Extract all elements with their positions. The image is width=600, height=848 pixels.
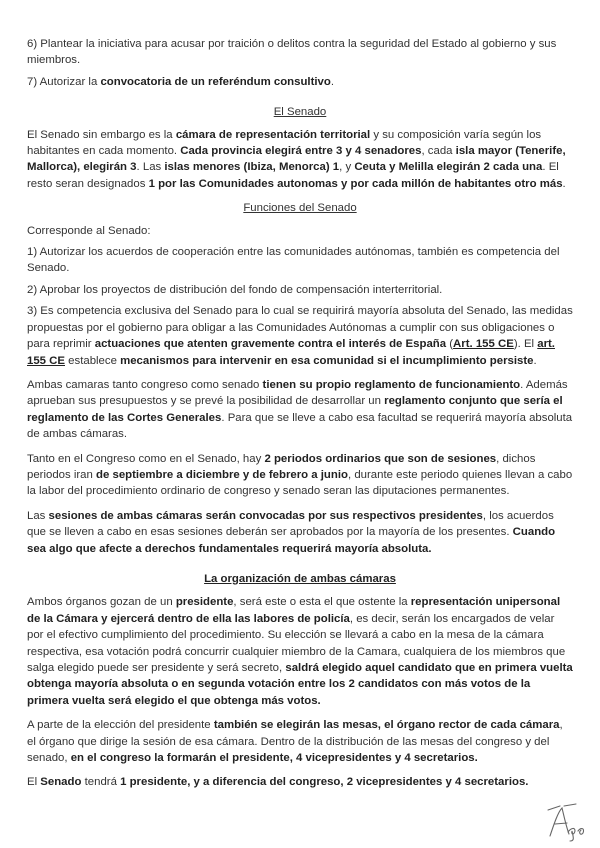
senado-composition-paragraph: El Senado sin embargo es la cámara de representación territorial y su composición varía según los habitantes en cada momento. Cada provincia elegirá entre 3 y 4 senadores, cada isla mayor (Tenerife, Mallorca), elegirán 3. Las islas menores (Ibiza, Menorca) 1, y Ceuta y Melilla elegirán 2 cada una. El resto seran designados 1 por las Comunidades autonomas y por cada millón de habitantes otro más. [27,128,566,190]
funcion-1: 1) Autorizar los acuerdos de cooperación entre las comunidades autónomas, también es competencia del Senado. [27,246,560,275]
art-155-link-2[interactable]: art. 155 CE [27,338,555,367]
item-7: 7) Autorizar la convocatoria de un referéndum consultivo. [27,75,335,88]
funcion-2: 2) Aprobar los proyectos de distribución del fondo de compensación interterritorial. [27,283,443,296]
funcion-3: 3) Es competencia exclusiva del Senado para lo cual se requirirá mayoría absoluta del Senado, las medidas propuestas por el gobierno para obligar a las Comunidades Autónomas a cumplir con sus obligaciones o para reprimir actuaciones que atenten gravemente contra el interés de España (Art. 155 CE). El art. 155 CE establece mecanismos para intervenir en esa comunidad si el incumplimiento persiste. [27,305,573,367]
senado-heading: El Senado [273,106,327,119]
signature-mark [544,802,594,842]
reglamento-paragraph: Ambas camaras tanto congreso como senado tienen su propio reglamento de funcionamiento. Además aprueban sus presupuestos y se prevé la posibilidad de desarrollar un reglamento conjunto que sería el reglamento de las Cortes Generales. Para que se lleve a cabo esa facultad se requerirá mayoría absoluta de ambas cámaras. [27,378,573,441]
mesas-paragraph: A parte de la elección del presidente también se elegirán las mesas, el órgano rector de cada cámara, el órgano que dirige la sesión de esa cámara. Dentro de la distribución de las mesas del congreso y del senado, en el congreso la formarán el presidente, 4 vicepresidentes y 4 secretarios. [27,719,563,765]
sesiones-paragraph: Las sesiones de ambas cámaras serán convocadas por sus respectivos presidentes, los acuerdos que se lleven a cabo en esas sesiones deberán ser aprobados por la mayoría de los presentes. Cuando sea algo que afecte a derechos fundamentales requerirá mayoría absoluta. [27,509,556,555]
funciones-intro: Corresponde al Senado: [27,224,151,237]
art-155-link[interactable]: Art. 155 CE [453,338,514,351]
organizacion-heading: La organización de ambas cámaras [204,572,396,585]
item-6: 6) Plantear la iniciativa para acusar por traición o delitos contra la seguridad del Estado al gobierno y sus miembros. [27,38,557,67]
periodos-paragraph: Tanto en el Congreso como en el Senado, hay 2 periodos ordinarios que son de sesiones, dichos periodos iran de septiembre a diciembre y de febrero a junio, durante este periodo quienes llevan a cabo la labor del procedimiento ordinario de congreso y senado seran las diputaciones permanentes. [27,452,573,498]
funciones-heading: Funciones del Senado [243,202,357,215]
presidente-paragraph: Ambos órganos gozan de un presidente, será este o esta el que ostente la representación unipersonal de la Cámara y ejercerá dentro de ella las labores de policía, es decir, serán los encargados de velar por el efectivo cumplimiento del procedimiento. Su elección se llevará a cabo en la mesa de la cámara respectiva, esa votación podrá concurrir cualquier miembro de la Camara, cualquiera de los miembros que salga elegido puede ser presidente y será secreto, saldrá elegido aquel candidato que en primera vuelta obtenga mayoría absoluta o en segunda votación entre los 2 candidatos con más votos de la primera vuelta será elegido el que obtenga más votos. [27,596,573,707]
senado-mesa-paragraph: El Senado tendrá 1 presidente, y a diferencia del congreso, 2 vicepresidentes y 4 secretarios. [27,776,529,789]
